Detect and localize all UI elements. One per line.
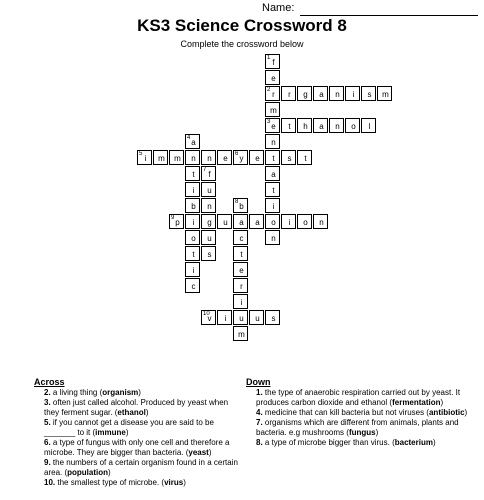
- cell-letter: p: [175, 218, 180, 227]
- grid-cell[interactable]: [153, 150, 168, 165]
- grid-cell[interactable]: [265, 102, 280, 117]
- cell-letter: t: [288, 122, 291, 131]
- clue-number: 3: [267, 119, 271, 125]
- page-title: KS3 Science Crossword 8: [137, 16, 347, 35]
- grid-cell[interactable]: [265, 118, 280, 133]
- cell-letter: s: [271, 314, 276, 323]
- cell-letter: v: [207, 314, 212, 323]
- clue-answer: ethanol: [117, 408, 146, 417]
- cell-letter: m: [270, 106, 277, 115]
- clue-number: 2: [267, 87, 271, 93]
- grid-cell[interactable]: [265, 166, 280, 181]
- cell-letter: a: [319, 90, 324, 99]
- clue-text: the numbers of a certain organism found in a certain area. (: [44, 458, 238, 477]
- clue-text: a type of microbe bigger than virus. (: [262, 438, 395, 447]
- cell-letter: t: [192, 170, 195, 179]
- clue-number: 6: [235, 151, 239, 157]
- clue-text: often just called alcohol. Produced by yeast when they ferment sugar. (: [44, 398, 229, 417]
- clue-num: 4.: [256, 408, 263, 417]
- cell-letter: i: [192, 266, 195, 275]
- grid-cell[interactable]: [201, 182, 216, 197]
- clue-end: ): [183, 478, 186, 487]
- clue-text: organisms which are different from animals, plants and bacteria. e.g mushrooms (: [256, 418, 459, 437]
- clue-text: a type of fungus with only one cell and therefore a microbe. They are bigger than bacteria. (: [44, 438, 230, 457]
- clue-end: ): [145, 408, 149, 417]
- cell-letter: i: [352, 90, 355, 99]
- grid-cell[interactable]: [185, 278, 200, 293]
- cell-letter: o: [271, 218, 276, 227]
- clue-answer: fungus: [348, 428, 376, 437]
- cell-letter: s: [287, 154, 292, 163]
- grid-cell[interactable]: [377, 86, 392, 101]
- down-heading: Down: [246, 377, 271, 387]
- grid-cell[interactable]: [233, 150, 248, 165]
- cell-letter: n: [191, 154, 196, 163]
- cell-letter: t: [240, 250, 243, 259]
- cell-letter: a: [239, 218, 244, 227]
- cell-letter: c: [239, 234, 244, 243]
- cell-letter: n: [335, 90, 340, 99]
- grid-cell[interactable]: [265, 150, 280, 165]
- cell-letter: i: [272, 202, 275, 211]
- clue-answer: antibiotic: [428, 408, 465, 417]
- clue-answer: population: [67, 468, 109, 477]
- cell-letter: m: [158, 154, 165, 163]
- cell-letter: f: [272, 58, 275, 67]
- grid-cell[interactable]: [233, 230, 248, 245]
- grid-cell[interactable]: [313, 118, 328, 133]
- cell-letter: u: [255, 314, 260, 323]
- clue-text: medicine that can kill bacteria but not viruses (: [262, 408, 429, 417]
- cell-letter: h: [303, 122, 308, 131]
- cell-letter: i: [192, 186, 195, 195]
- clue-number: 8: [235, 199, 239, 205]
- cell-letter: e: [271, 74, 276, 83]
- grid-cell[interactable]: [281, 86, 296, 101]
- clue-num: 2.: [44, 388, 51, 397]
- cell-letter: i: [144, 154, 147, 163]
- clue-answer: immune: [95, 428, 126, 437]
- grid-cell[interactable]: [233, 326, 248, 341]
- cell-letter: t: [192, 250, 195, 259]
- cell-letter: l: [368, 122, 371, 131]
- clue-end: ): [108, 468, 111, 477]
- cell-letter: n: [319, 218, 324, 227]
- cell-letter: i: [192, 218, 195, 227]
- grid-cell[interactable]: [233, 278, 248, 293]
- grid-cell[interactable]: [201, 214, 216, 229]
- grid-cell[interactable]: [281, 150, 296, 165]
- cell-letter: i: [224, 314, 227, 323]
- grid-cell[interactable]: [297, 214, 312, 229]
- clue-number: 9: [171, 215, 175, 221]
- clue-end: ): [138, 388, 141, 397]
- name-label: Name:: [262, 2, 295, 14]
- cell-letter: b: [239, 202, 244, 211]
- grid-cell[interactable]: [281, 214, 296, 229]
- cell-letter: i: [288, 218, 291, 227]
- grid-cell[interactable]: [201, 166, 216, 181]
- cell-letter: a: [271, 170, 276, 179]
- grid-cell[interactable]: [265, 70, 280, 85]
- clue-answer: bacterium: [394, 438, 433, 447]
- grid-cell[interactable]: [249, 310, 264, 325]
- grid-cell[interactable]: [217, 150, 232, 165]
- clue-text: the type of anaerobic respiration carried out by yeast. It produces carbon dioxide and ethanol (: [256, 388, 461, 407]
- grid-cell[interactable]: [265, 310, 280, 325]
- grid-cell[interactable]: [217, 310, 232, 325]
- grid-cell[interactable]: [169, 214, 184, 229]
- grid-cell[interactable]: [265, 86, 280, 101]
- clue-num: 8.: [256, 438, 263, 447]
- cell-letter: n: [271, 234, 276, 243]
- grid-cell[interactable]: [185, 262, 200, 277]
- grid-cell[interactable]: [217, 214, 232, 229]
- clue-end: ): [375, 428, 379, 437]
- clue-number: 10: [203, 311, 210, 317]
- clue-num: 10.: [44, 478, 56, 487]
- down-clue: [246, 418, 476, 438]
- cell-letter: t: [272, 154, 275, 163]
- cell-letter: g: [303, 90, 308, 99]
- grid-cell[interactable]: [201, 198, 216, 213]
- cell-letter: n: [271, 138, 276, 147]
- clue-num: 6.: [44, 438, 51, 447]
- clue-number: 1: [267, 55, 271, 61]
- across-clue: [34, 388, 240, 398]
- clue-end: ): [208, 448, 212, 457]
- cell-letter: e: [239, 266, 244, 275]
- cell-letter: n: [207, 202, 212, 211]
- grid-cell[interactable]: [249, 214, 264, 229]
- down-clue-list: [246, 388, 476, 448]
- grid-cell[interactable]: [233, 294, 248, 309]
- grid-cell[interactable]: [361, 86, 376, 101]
- grid-cell[interactable]: [201, 230, 216, 245]
- grid-cell[interactable]: [233, 198, 248, 213]
- grid-cell[interactable]: [233, 310, 248, 325]
- grid-cell[interactable]: [185, 166, 200, 181]
- grid-cell[interactable]: [185, 182, 200, 197]
- grid-cell[interactable]: [233, 246, 248, 261]
- page-subtitle: Complete the crossword below: [180, 39, 304, 49]
- grid-cell[interactable]: [329, 118, 344, 133]
- clue-number: 7: [203, 167, 207, 173]
- clue-answer: yeast: [188, 448, 209, 457]
- cell-letter: y: [239, 154, 244, 163]
- cell-letter: u: [207, 234, 212, 243]
- cell-letter: u: [207, 186, 212, 195]
- cell-letter: r: [288, 90, 291, 99]
- cell-letter: n: [335, 122, 340, 131]
- cell-letter: a: [319, 122, 324, 131]
- grid-cell[interactable]: [185, 230, 200, 245]
- grid-cell[interactable]: [169, 150, 184, 165]
- cell-letter: m: [238, 330, 245, 339]
- cell-letter: e: [271, 122, 276, 131]
- grid-cell[interactable]: [345, 118, 360, 133]
- cell-letter: t: [304, 154, 307, 163]
- clue-num: 7.: [256, 418, 263, 427]
- grid-cell[interactable]: [265, 230, 280, 245]
- clue-text: the smallest type of microbe. (: [55, 478, 165, 487]
- cell-letter: t: [272, 186, 275, 195]
- across-clue: [34, 458, 240, 478]
- across-clues: [34, 377, 240, 488]
- grid-cell[interactable]: [233, 262, 248, 277]
- across-clue: [34, 398, 240, 418]
- across-clue: [34, 478, 240, 488]
- grid-cell[interactable]: [361, 118, 376, 133]
- grid-cell[interactable]: [313, 214, 328, 229]
- grid-cell[interactable]: [313, 86, 328, 101]
- grid-cell[interactable]: [265, 214, 280, 229]
- grid-cell[interactable]: [201, 310, 216, 325]
- clue-end: ): [125, 428, 129, 437]
- clue-num: 9.: [44, 458, 51, 467]
- grid-cell[interactable]: [265, 134, 280, 149]
- cell-letter: r: [272, 90, 275, 99]
- clue-answer: organism: [102, 388, 139, 397]
- grid-cell[interactable]: [233, 214, 248, 229]
- cell-letter: b: [191, 202, 196, 211]
- grid-cell[interactable]: [201, 246, 216, 261]
- grid-cell[interactable]: [185, 134, 200, 149]
- cell-letter: s: [367, 90, 372, 99]
- clue-text: a living thing (: [50, 388, 103, 397]
- grid-cell[interactable]: [185, 214, 200, 229]
- across-clue: [34, 418, 240, 438]
- grid-cell[interactable]: [297, 150, 312, 165]
- cell-letter: o: [303, 218, 308, 227]
- across-heading: Across: [34, 377, 65, 387]
- cell-letter: e: [255, 154, 260, 163]
- grid-cell[interactable]: [249, 150, 264, 165]
- cell-letter: o: [191, 234, 196, 243]
- cell-letter: e: [223, 154, 228, 163]
- grid-cell[interactable]: [185, 150, 200, 165]
- clue-num: 3.: [44, 398, 51, 407]
- clue-num: 5.: [44, 418, 51, 427]
- grid-cell[interactable]: [201, 150, 216, 165]
- grid-cell[interactable]: [281, 118, 296, 133]
- grid-cell[interactable]: [185, 198, 200, 213]
- clue-end: ): [440, 398, 444, 407]
- grid-cell[interactable]: [185, 246, 200, 261]
- cell-letter: m: [174, 154, 181, 163]
- cell-letter: g: [207, 218, 212, 227]
- clue-answer: virus: [164, 478, 184, 487]
- cell-letter: n: [207, 154, 212, 163]
- grid-cell[interactable]: [345, 86, 360, 101]
- down-clue: [246, 388, 476, 408]
- grid-cell[interactable]: [265, 54, 280, 69]
- clue-answer: fermentation: [392, 398, 441, 407]
- cell-letter: c: [191, 282, 196, 291]
- grid-cell[interactable]: [265, 182, 280, 197]
- cell-letter: s: [207, 250, 212, 259]
- clue-number: 4: [187, 135, 191, 141]
- down-clues: [246, 377, 476, 448]
- grid-cell[interactable]: [297, 86, 312, 101]
- down-clue: [246, 438, 476, 448]
- clue-num: 1.: [256, 388, 263, 397]
- across-clue: [34, 438, 240, 458]
- cell-letter: a: [191, 138, 196, 147]
- cell-letter: a: [255, 218, 260, 227]
- grid-cell[interactable]: [265, 198, 280, 213]
- across-clue-list: [34, 388, 240, 488]
- cell-letter: m: [382, 90, 389, 99]
- cell-letter: f: [208, 170, 211, 179]
- clue-end: ): [464, 408, 468, 417]
- down-clue: [246, 408, 476, 418]
- grid-cell[interactable]: [329, 86, 344, 101]
- cell-letter: u: [223, 218, 228, 227]
- cell-letter: i: [240, 298, 243, 307]
- cell-letter: u: [239, 314, 244, 323]
- grid-cell[interactable]: [137, 150, 152, 165]
- cell-letter: o: [351, 122, 356, 131]
- grid-cell[interactable]: [297, 118, 312, 133]
- clue-end: ): [432, 438, 436, 447]
- clue-number: 5: [139, 151, 143, 157]
- cell-letter: r: [240, 282, 243, 291]
- clue-text: if you cannot get a disease you are said to be _______ to it (: [44, 418, 214, 437]
